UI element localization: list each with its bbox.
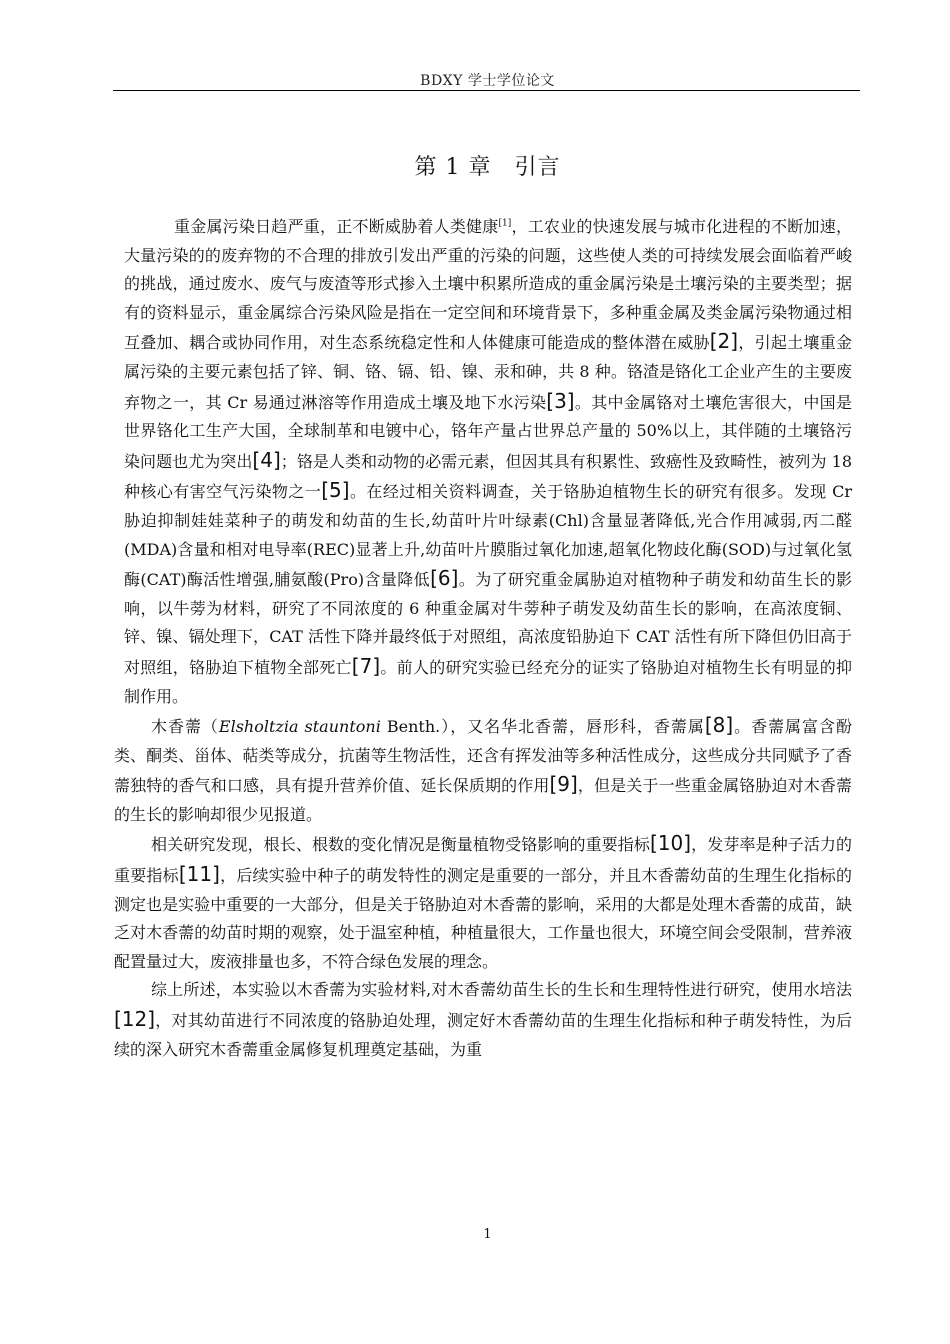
paragraph-1 [124, 213, 852, 711]
citation: [6] [430, 566, 459, 591]
citation: [4] [252, 447, 281, 472]
text-run: ，对其幼苗进行不同浓度的铬胁迫处理，测定好木香薷幼苗的生理生化指标和种子萌发特性，为后续的深入研究木香薷重金属修复机理奠定基础，为重 [114, 1011, 852, 1059]
text-run: ；铬是人类和动物的必需元素，但因其具有积累性、致癌性及致畸性，被列为 18 种核心有害空气污染物之一 [124, 451, 852, 502]
citation: [12] [114, 1007, 156, 1032]
citation: [11] [178, 862, 220, 887]
text-run: ，引起土壤重金属污染的主要元素包括了锌、铜、铬、镉、铅、镍、汞和砷，共 8 种。铬渣是铬化工企业产生的主要废弃物之一，其 Cr 易通过淋溶等作用造成土壤及地下水污染 [124, 333, 852, 412]
text-run: 。香薷属富含酚类、酮类、甾体、萜类等成分，抗菌等生物活性，还含有挥发油等多种活性成分，这些成分共同赋予了香薷独特的香气和口感，具有提升营养价值、延长保质期的作用 [114, 717, 852, 796]
running-header: BDXY 学士学位论文 [420, 73, 555, 89]
text-run: 综上所述，本实验以木香薷为实验材料,对木香薷幼苗生长的生长和生理特性进行研究，使用水培法 [151, 980, 852, 1000]
chapter-title: 第 1 章 引言 [414, 155, 561, 180]
citation: [9] [549, 772, 578, 797]
header-rule [113, 90, 860, 91]
text-run: 重金属污染日趋严重，正不断威胁着人类健康 [174, 217, 499, 236]
text-run: ，但是关于一些重金属铬胁迫对木香薷的生长的影响却很少见报道。 [114, 776, 852, 824]
citation: [2] [709, 329, 739, 354]
text-run: 。前人的研究实验已经充分的证实了铬胁迫对植物生长有明显的抑制作用。 [124, 657, 852, 706]
citation: [8] [704, 713, 734, 738]
text-run: ，后续实验中种子的萌发特性的测定是重要的一部分，并且木香薷幼苗的生理生化指标的测定也是实验中重要的一大部分，但是关于铬胁迫对木香薷的影响，采用的大都是处理木香薷的成苗，缺乏对木香薷的幼苗时期的观察，处于温室种植，种植量很大，工作量也很大，环境空间会受限制，营养液配置量过大，废液排量也多，不符合绿色发展的理念。 [114, 866, 852, 971]
text-run: Benth.），又名华北香薷，唇形科，香薷属 [380, 717, 705, 737]
citation: [7] [351, 653, 381, 678]
text-run: 。在经过相关资料调查，关于铬胁迫植物生长的研究有很多。发现 Cr 胁迫抑制娃娃菜种子的萌发和幼苗的生长,幼苗叶片叶绿素(Chl)含量显著降低,光合作用减弱,丙二醛(MDA)含量和相对电导率(REC)显著上升,幼苗叶片膜脂过氧化加速,超氧化物歧化酶(SOD)与过氧化氢酶(CAT)酶活性增强,脯氨酸(Pro)含量降低 [124, 482, 852, 590]
paragraph-2 [114, 711, 852, 829]
body-text [114, 213, 852, 1064]
text-run: 。其中金属铬对土壤危害很大，中国是世界铬化工生产大国，全球制革和电镀中心，铬年产量占世界总产量的 50%以上，其伴随的土壤铬污染问题也尤为突出 [124, 392, 852, 471]
citation: [10] [649, 831, 692, 856]
citation: [3] [546, 388, 575, 413]
text-run: ，工农业的快速发展与城市化进程的不断加速，大量污染的的废弃物的不合理的排放引发出严重的污染的问题，这些使人类的可持续发展会面临着严峻的挑战，通过废水、废气与废渣等形式掺入土壤中积累所造成的重金属污染是土壤污染的主要类型；据有的资料显示，重金属综合污染风险是指在一定空间和环境背景下，多种重金属及类金属污染物通过相互叠加、耦合或协同作用，对生态系统稳定性和人体健康可能造成的整体潜在威胁 [124, 217, 852, 353]
text-run: ，发芽率是种子活力的重要指标 [114, 835, 852, 886]
citation-sup: [1] [498, 218, 512, 229]
page-number: 1 [483, 1227, 492, 1242]
text-run: 相关研究发现，根长、根数的变化情况是衡量植物受铬影响的重要指标 [151, 835, 650, 855]
latin-name: Elsholtzia stauntoni [218, 717, 381, 737]
paragraph-3 [114, 829, 852, 976]
citation: [5] [321, 478, 350, 503]
text-run: 。为了研究重金属胁迫对植物种子萌发和幼苗生长的影响，以牛蒡为材料，研究了不同浓度的 6 种重金属对牛蒡种子萌发及幼苗生长的影响，在高浓度铜、锌、镍、镉处理下，CAT 活性下降并最终低于对照组，高浓度铅胁迫下 CAT 活性有所下降但仍旧高于对照组，铬胁迫下植物全部死亡 [124, 570, 852, 677]
paragraph-4 [114, 976, 852, 1064]
text-run: 木香薷（ [151, 717, 219, 737]
